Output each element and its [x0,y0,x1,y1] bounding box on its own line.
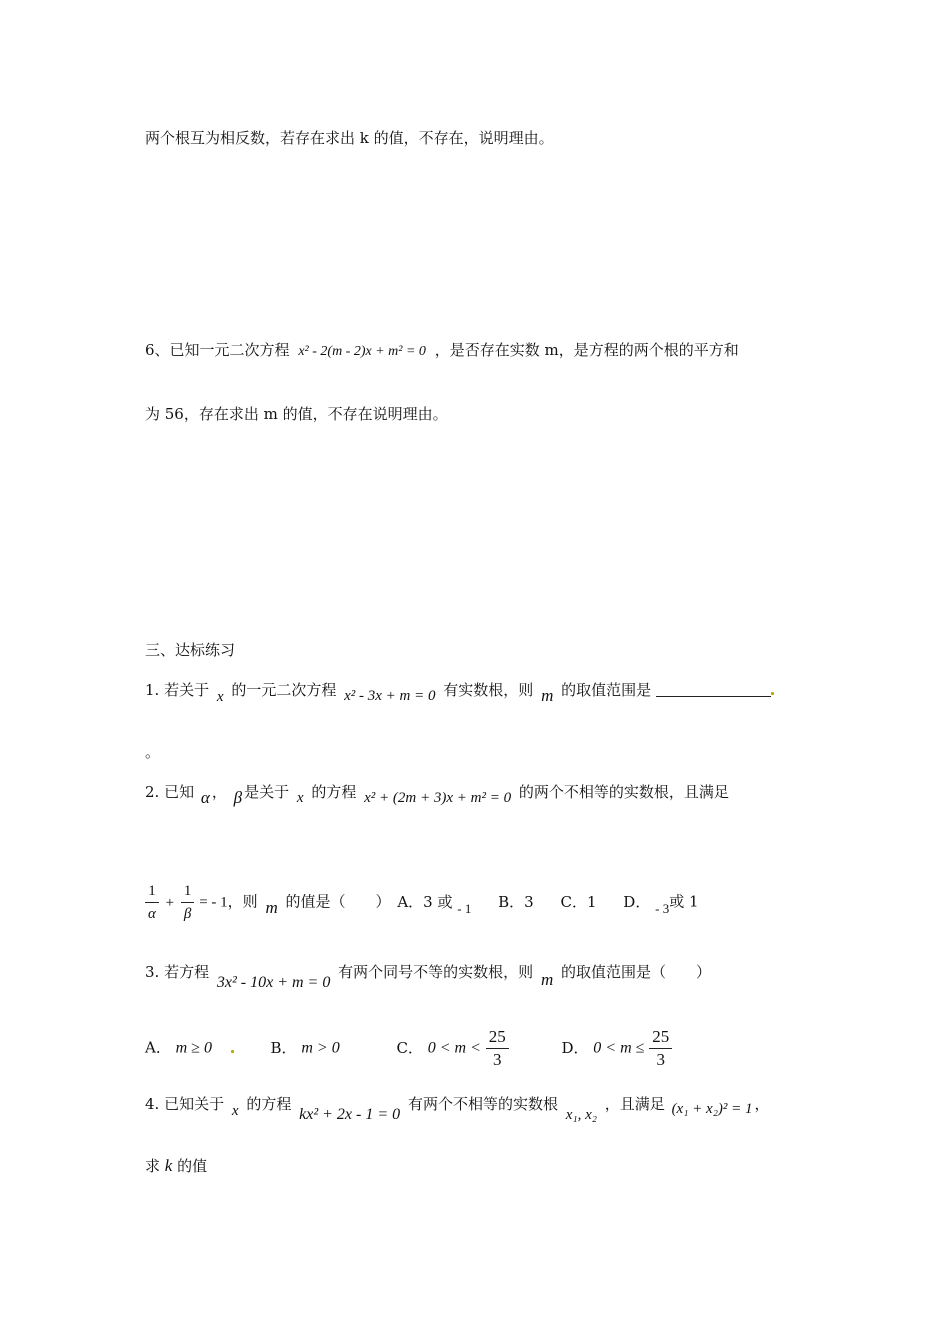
p1-var-m: m [541,686,554,705]
question-6-line1 [145,340,739,362]
p3-option-b: m > 0 [301,1039,340,1057]
problem-1-line1 [145,680,774,705]
q6-suffix: ，是否存在实数 m，是方程的两个根的平方和 [434,341,739,359]
p1-text-a: 1. 若关于 [145,681,210,699]
marker-dot-2 [231,1050,234,1053]
p2-option-c: C．1 [560,892,597,911]
p3-option-a-label: A． [145,1038,171,1057]
p2-alpha: α [200,788,210,807]
p2-equation: x² + (2m + 3)x + m² = 0 [364,790,512,806]
problem-3-line1 [145,962,712,991]
p3-var-m: m [540,970,554,989]
p3-c-frac-den: 3 [492,1050,502,1069]
problem-4-line1 [145,1094,770,1123]
p4-condition: (x₁ + x₂)² = 1 [671,1101,753,1117]
p3-text-c: 的取值范围是（ ） [561,963,712,981]
p2-comma: ， [211,783,227,801]
p4-line2-a: 求 [145,1157,161,1175]
problem-4-line2 [145,1156,207,1176]
p3-d-frac-num: 25 [649,1026,672,1049]
p1-var-x: x [216,689,224,705]
p2-option-b: B．3 [498,892,534,911]
frac-one-over-beta: $\frac{1}{\beta}$ [181,880,195,925]
p2-text-e: ，则 [227,892,258,911]
p2-option-a: A．3 或 [397,892,453,911]
p3-c-frac-num: 25 [486,1026,509,1049]
p4-text-e: ， [754,1095,770,1113]
q6-prefix: 6、已知一元二次方程 [145,341,290,359]
p4-var-x: x [231,1103,239,1119]
p3-option-c: 0 < m < [427,1039,481,1057]
p3-text-b: 有两个同号不等的实数根，则 [338,963,534,981]
p2-option-a-value: - 1 [457,900,472,916]
section-title-text: 三、达标练习 [145,641,236,659]
question-6-line2 [145,404,448,424]
p1-text-c: 有实数根，则 [443,681,534,699]
frac-one-over-alpha: $\frac{1}{\alpha}$ [145,880,159,925]
q6-equation: x² - 2(m - 2)x + m² = 0 [298,344,426,359]
intro-line [145,128,554,148]
marker-dot [771,692,774,695]
intro-text: 两个根互为相反数，若存在求出 k 的值，不存在，说明理由。 [145,129,554,147]
p4-text-c: 有两个不相等的实数根 [407,1095,558,1113]
p3-option-d-label: D． [561,1038,589,1057]
p2-text-f: 的值是（ ） [285,892,391,911]
p3-option-c-label: C． [396,1038,423,1057]
p1-text-d: 的取值范围是 [561,681,652,699]
plus-sign: + [165,894,175,911]
p3-option-a: m ≥ 0 [175,1039,212,1057]
p1-end-mark: 。 [145,743,161,761]
p4-text-a: 4. 已知关于 [145,1095,225,1113]
p2-condition-tail: = - 1 [199,894,228,911]
problem-1-line2 [145,742,160,762]
p4-var-k: k [164,1156,173,1175]
p4-text-b: 的方程 [246,1095,292,1113]
p4-text-d: ，且满足 [604,1095,665,1113]
p3-option-d: 0 < m ≤ [593,1039,645,1057]
p2-text-c: 的方程 [311,783,357,801]
p2-option-d: D． [623,892,651,911]
problem-3-options [145,1026,672,1071]
answer-blank[interactable] [656,682,771,697]
problem-2-line2 [145,880,699,925]
p3-option-c-fraction [486,1026,509,1071]
p4-equation: kx² + 2x - 1 = 0 [299,1106,401,1123]
p3-text-a: 3. 若方程 [145,963,210,981]
p2-text-d: 的两个不相等的实数根，且满足 [518,783,729,801]
p1-text-b: 的一元二次方程 [231,681,337,699]
p3-option-d-fraction [649,1026,672,1071]
p1-equation: x² - 3x + m = 0 [344,688,436,704]
p4-line2-b: 的值 [177,1157,208,1175]
p3-equation: 3x² - 10x + m = 0 [216,974,331,991]
p2-text-a: 2. 已知 [145,783,195,801]
p3-option-b-label: B． [270,1038,297,1057]
p4-roots: x₁, x₂ [565,1107,597,1123]
section-title [145,640,235,660]
p2-option-d-value: - 3 [655,900,670,916]
p3-d-frac-den: 3 [656,1050,665,1069]
p2-text-b: 是关于 [244,783,290,801]
p2-var-m: m [265,897,278,917]
problem-2-line1 [145,782,729,807]
p2-var-x: x [296,790,304,806]
p2-beta: β [233,788,243,807]
p2-option-d-tail: 或 1 [669,892,699,911]
q6-line2-text: 为 56，存在求出 m 的值，不存在说明理由。 [145,405,448,423]
